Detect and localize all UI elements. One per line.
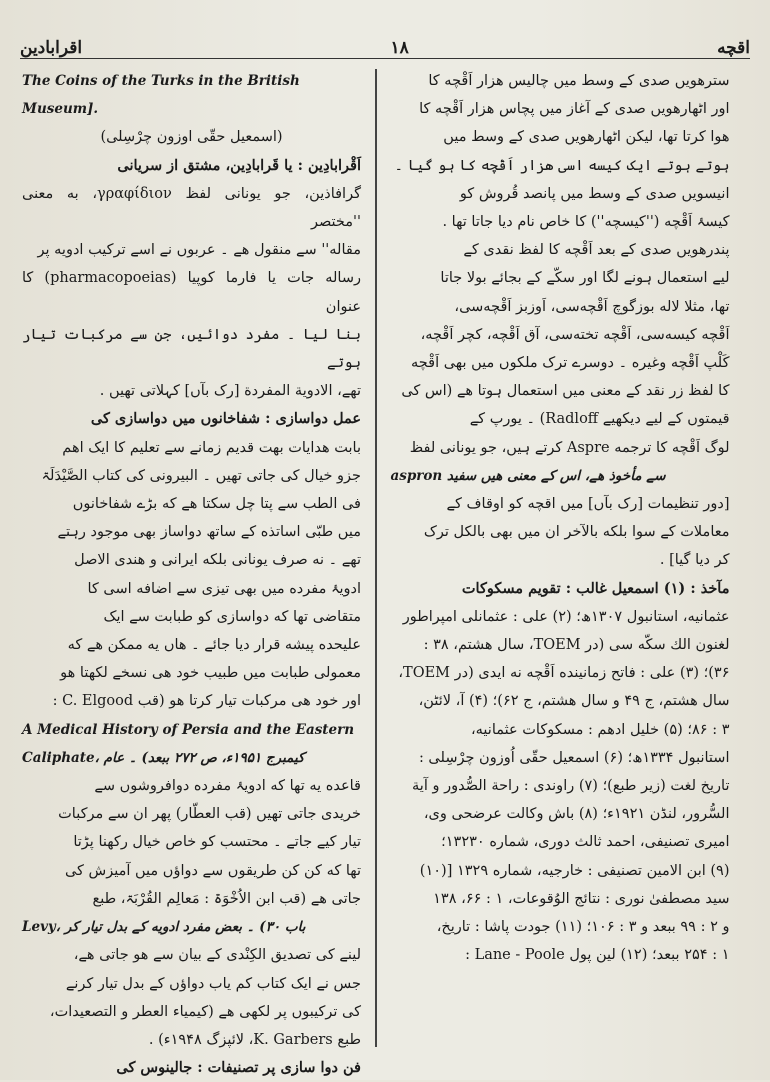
text-line: انیسویں صدی کے وسط میں پانصد قُروش کو bbox=[459, 185, 730, 202]
text-line: تھے ۔ نه صرف یونانی بلکه ایرانی و هندی الاصل bbox=[74, 552, 361, 569]
text-line: قاعده یه تھا که ادویۂ مفرده دوافروشوں سے bbox=[94, 778, 361, 795]
two-column-body bbox=[14, 67, 756, 1077]
text-line: متقاضی تھا که دواسازی کو طبابت سے ایک bbox=[103, 608, 361, 625]
running-title-left: اقرابادين bbox=[20, 38, 83, 58]
text-line: میں طبّی اساتذه کے ساتھ دواساز بھی موجود رہتے bbox=[57, 524, 361, 541]
text-line: تھا، مثلا لاله بوزگوچ اَقْچه‌سی، اَوزبز اَقْچه‌سی، bbox=[454, 298, 730, 315]
text-line: گرافاذین، جو یونانی لفظ γραφίδιον، به معنی ''مختصر bbox=[22, 185, 361, 231]
text-line: جزو خیال کی جاتی تھیں ۔ البیرونی کی کتاب الصَّیْدَلَۃ bbox=[41, 467, 361, 484]
text-line: جس نے ایک کتاب کم یاب دواؤں کے بدل تیار کرنے bbox=[65, 975, 361, 992]
text-line: علیحده پیشه قرار دیا جائے ۔ ھاں یه ممکن ھے که bbox=[67, 637, 361, 654]
text-line: لوگ اَقْچه کا ترجمه Aspre کرتے ہیں، جو یونانی لفظ bbox=[409, 439, 730, 456]
text-line: فی الطب سے پتا چل سکتا ھے که بڑے شفاخانوں bbox=[72, 496, 361, 513]
text-line: ادویۂ مفرده میں بھی تیزی سے اضافه اسی کا bbox=[87, 580, 361, 597]
left-column bbox=[14, 67, 369, 1077]
running-title-right: اقچه bbox=[717, 38, 750, 58]
page-number: ۱۸ bbox=[390, 38, 409, 58]
text-line: تھے، الادویة المفردة [رک بآں] کہلاتی تھیں . bbox=[99, 383, 361, 400]
text-line: [دور تنظیمات [رک بآں] میں اقچه کو اوقاف کے bbox=[446, 496, 730, 513]
text-line: ۳۶)؛ (۳) علی : فاتح زمانینده اَقْچه نه ایدی (در TOEM، bbox=[398, 665, 730, 682]
text-line: معمولی طبابت میں طبیب خود ھی نسخے لکھتا ھو bbox=[60, 665, 361, 682]
text-line: کیسۂ اَقْچه (''کیسچه'') کا خاص نام دیا جاتا تھا . bbox=[442, 214, 730, 231]
text-line: بابت هدایات بهت قدیم زمانے سے تعلیم کا ایک اهم bbox=[62, 439, 361, 456]
text-line: سال هشتم، ج ۴۹ و سال هشتم، ج ۶۲)؛ (۴) آ، لائٹن، bbox=[418, 693, 730, 710]
page-header bbox=[20, 22, 750, 59]
text-line: سید مصطفیٰ نوری : نتائج الوُقوعات، ۱ : ۶۶، ۱۳۸ bbox=[433, 890, 730, 907]
text-line: سترهویں صدی کے وسط میں چالیس هزار اَقْچه کا bbox=[428, 73, 730, 89]
text-line: رساله جات یا فارما کوپیا (pharmacopoeias) کا عنوان bbox=[22, 270, 361, 315]
text-line: aspron سے مأخوذ ھے، اس کے معنی ھیں سفید bbox=[390, 467, 666, 484]
text-line: عمل دواسازی : شفاخانوں میں دواسازی کی bbox=[90, 410, 361, 428]
text-line: (اسمعیل حقّی اوزون چرْسِلی) bbox=[100, 129, 283, 146]
text-line: لینے کی تصدیق الکِنْدی کے بیان سے ھو جاتی ھے، bbox=[73, 947, 361, 964]
text-line: Caliphate، کیمبرج ۱۹۵۱ء، ص ۲۷۲ ببعد) ۔ عام bbox=[22, 749, 305, 766]
text-line: تاریخ لغت (زیر طبع)؛ (۷) راوندی : راحة الصُّدور و آية bbox=[412, 778, 730, 795]
text-line: تھا که کن کن طریقوں سے دواؤں میں آمیزش کی bbox=[64, 862, 361, 879]
text-line: ہوتے ہوتے ایک کیسه اسی هزار اَقْچه کا ہو گیا ۔ bbox=[394, 157, 730, 174]
text-line: السُّرور، لنڈن ۱۹۲۱ء؛ (۸) باش وکالت عرضحی وی، bbox=[423, 806, 730, 823]
text-line: (۹) ابن الامین تصنیفی : خارجیه، شماره ۱۳۲۹ [(۱۰) bbox=[419, 862, 730, 879]
text-line: استانبول ۱۳۳۴ھ؛ (۶) اسمعیل حقّی اُوزون چرْسِلی : bbox=[418, 749, 730, 766]
text-line: امیری تصنیفی، احمد ثالث دوری، شماره ۱۳۲۳۰؛ bbox=[441, 834, 730, 851]
text-line: خریدی جاتی تھیں (قب العطّار) پھر ان سے مرکبات bbox=[58, 806, 361, 823]
text-line: فن دوا سازی پر تصنیفات : جالینوس کی bbox=[116, 1059, 361, 1077]
text-line: هوا کرتا تھا، لیکن اٹھارهویں صدی کے وسط میں bbox=[443, 129, 730, 146]
text-line: ۳ : ۸۶؛ (۵) خلیل ادهم : مسکوکات عثمانیه، bbox=[470, 721, 730, 738]
text-line: بنا لیا ۔ مفرد دوائیں، جن سے مرکبات تیار ہوتے bbox=[22, 326, 361, 372]
text-line: مقاله'' سے منقول ھے ۔ عربوں نے اسے ترکیب ادویه پر bbox=[37, 242, 361, 259]
text-line: A Medical History of Persia and the Eastern bbox=[22, 721, 355, 738]
text-line: عثمانیه، استانبول ۱۳۰۷ھ؛ (۲) علی : عثمانلی امپراطور bbox=[402, 608, 730, 625]
text-line: لیے استعمال ہونے لگا اور سکّے کے بجائے بولا جاتا bbox=[440, 270, 730, 287]
text-line: مآخذ : (۱) اسمعیل غالب : تقویم مسکوکات bbox=[461, 579, 730, 597]
text-line: جاتی ھے (قب ابن الاُخْوَۃ : مَعالِم القُرْبَۃ، طبع bbox=[92, 890, 361, 907]
text-line: اَقْچه کیسه‌سی، اَقْچه تخته‌سی، آق اَقْچه، کچر اَقْچه، bbox=[420, 326, 730, 343]
text-line: و ۲ : ۹۹ ببعد و ۳ : ۱۰۶؛ (۱۱) جودت پاشا : تاریخ، bbox=[436, 919, 730, 936]
text-line: اور اٹھارهویں صدی کے آغاز میں پچاس هزار اَقْچه کا bbox=[419, 101, 730, 118]
text-line: کر دیا گیا] . bbox=[659, 552, 730, 569]
text-line: اَقْرابادِین : یا قَرابادِین، مشتق از سریانی bbox=[117, 156, 361, 174]
column-divider bbox=[375, 69, 377, 1047]
text-line: The Coins of the Turks in the British Museum]. bbox=[22, 73, 300, 118]
text-line: معاملات کے سوا بلکه بالآخر ان میں بھی بالکل ترک bbox=[423, 524, 730, 541]
text-line: قیمتوں کے لیے دیکھیے Radloff) ۔ یورپ کے bbox=[469, 411, 730, 428]
text-line: کی ترکیبوں پر لکھی ھے (کیمیاء العطر و التصعیدات، bbox=[49, 1003, 361, 1020]
text-line: تیار کیے جاتے ۔ محتسب کو خاص خیال رکھنا پڑتا bbox=[73, 834, 361, 851]
text-line: لغنون الك سكّه سی (در TOEM، سال هشتم، ۳۸ : bbox=[423, 637, 730, 654]
text-line: کا لفظ زر نقد کے معنی میں استعمال ہوتا ھے (اس کی bbox=[401, 383, 730, 400]
text-line: ۱ : ۲۵۴ ببعد؛ (۱۲) لین پول Lane - Poole : bbox=[465, 947, 730, 964]
text-line: Levy، باب ۳۰) ۔ بعض مفرد ادویه کے بدل تیار کر bbox=[22, 919, 306, 936]
text-line: پندرهویں صدی کے بعد اَقْچه کا لفظ نقدی کے bbox=[463, 242, 730, 259]
text-line: اور خود ھی مرکبات تیار کرتا ھو (قب C. Elgood : bbox=[52, 693, 361, 710]
text-line: طبع K. Garbers، لائپزگ ۱۹۴۸ء) . bbox=[148, 1031, 361, 1048]
text-line: کَلْپ اَقْچه وغیره ۔ دوسرے ترک ملکوں میں بھی اَقْچه bbox=[411, 355, 730, 372]
right-column bbox=[383, 67, 738, 1047]
